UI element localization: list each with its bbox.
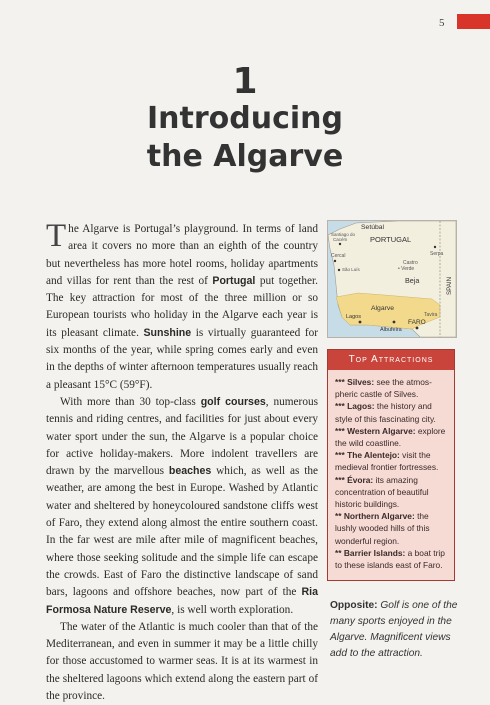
attraction-stars: *** [335,401,345,412]
map-dot-lagos [359,321,362,324]
p2-text-c: , numerous tennis and riding centres, and facilities for just about every water sport under the sun, the Algarve is a popular choice for active holiday-makers. More indolent travellers are drawn by the marvellous [46,395,319,478]
attraction-item [335,474,448,511]
attraction-desc: see the atmospheric castle of Silves. [335,377,432,400]
map-label-cercal: Cercal [331,253,346,259]
region-map [327,220,457,338]
map-dot-cacem [339,243,341,245]
attraction-name: Western Algarve: [347,425,416,436]
attraction-name: Northern Algarve: [343,511,415,522]
photo-caption [330,598,458,662]
attraction-name: Silves: [347,377,375,387]
attraction-item [335,425,448,449]
attraction-stars: *** [335,474,345,485]
p1-bold-portugal: Portugal [212,274,256,287]
attraction-desc: visit the medieval frontier fortresses. [335,450,439,473]
p1-text-c: put together. The key attraction for most of the three million or so European tourists who holiday in the Algarve each year is its pleasant climate. [46,274,318,339]
map-label-beja: Beja [405,276,420,285]
map-label-castro: Castro [403,260,418,266]
body-text [46,218,319,705]
p2-text-e: , is well worth exploration. [171,603,294,616]
attraction-desc: the history and style of this fascinating city. [335,401,436,424]
attraction-item [335,400,448,424]
attraction-stars: *** [335,377,345,387]
attraction-stars: *** [335,425,345,436]
paragraph-3: The water of the Atlantic is much cooler than that of the Mediterranean, and even in summer it may be a little chilly for those accustomed to warmer seas. It is at its warmest in the sheltered lagoons which extend along the eastern part of the province. [46,620,318,703]
p2-text-d: which, as well as the weather, are among the best in Europe. Washed by Atlantic water and sheltered by honeycoloured sandstone cliffs west of Faro, they extend along almost the entire southern coast. In the far west are mile after mile of magnificent beaches, where those seeking solitude and the simple life can escape the crowds. East of Faro the distinctive landscape of sand bars, lagoons and offshore beaches, now part of the [46,465,318,599]
map-label-lagos: Lagos [346,314,361,320]
page-number: 5 [439,17,445,29]
map-label-setubal: Setúbal [361,224,385,231]
attraction-item [335,449,448,473]
map-label-santiago: Santiago do [331,232,356,237]
chapter-title-line1: Introducing [147,101,343,136]
map-label-verde: • Verde [398,266,415,272]
p2-bold-beaches: beaches [168,465,212,478]
map-dot-saoluis [338,269,340,271]
map-label-portugal: PORTUGAL [370,235,412,244]
map-label-faro: FARO [408,319,426,326]
paragraph-1 [46,218,318,394]
top-attractions-heading [328,350,454,370]
attraction-stars: ** [335,547,342,558]
attraction-item [335,376,448,400]
caption-label: Opposite: [330,600,378,611]
chapter-number: 1 [232,61,258,102]
map-dot-cercal [334,260,336,262]
attraction-desc: a boat trip to these islands east of Faro. [335,547,445,571]
map-label-tavira: Tavira [424,312,438,318]
map-dot-serpa [434,246,436,248]
p1-text-d: is virtually guaranteed for six months of the year, while spring comes early and even in the depths of winter afternoon temperatures usually reach a pleasant 15°C (59°F). [46,326,318,391]
p1-bold-sunshine: Sunshine [143,326,192,339]
map-label-saoluis: São Luís [342,267,360,272]
top-attractions-heading-text: Top Attractions [348,354,434,365]
chapter-title-line2: the Algarve [146,139,344,174]
attraction-name: Évora: [347,474,374,485]
drop-cap: T [46,218,67,254]
attraction-stars: ** [335,511,342,522]
caption-text: Golf is one of the many sports enjoyed in the Algarve. Magnificent views add to the attraction. [330,600,458,659]
attraction-name: Lagos: [347,401,375,412]
attraction-desc: explore the wild coastline. [335,425,446,449]
chapter-title [0,100,490,176]
p2-text-a: With more than 30 top-class [60,395,201,408]
map-label-algarve: Algarve [371,305,395,312]
map-label-cacem: Cacém [333,237,348,242]
map-label-albufeira: Albufeira [380,327,402,333]
map-label-spain: SPAIN [446,276,453,295]
chapter-tab-marker [457,14,490,29]
p2-bold-golf: golf courses [200,395,266,408]
attraction-stars: *** [335,450,345,461]
attraction-desc: the lushly wooded hills of this wonderful region. [335,511,430,546]
top-attractions-box [327,349,455,581]
attraction-name: Barrier Islands: [343,547,406,558]
map-label-serpa: Serpa [430,251,444,257]
region-map-svg [328,221,456,337]
attraction-name: The Alentejo: [347,450,400,461]
map-dot-albufeira [393,321,396,324]
map-dot-faro [416,327,419,330]
attraction-desc: its amazing concentration of beautiful historic buildings. [335,474,429,510]
p2-bold-ria-formosa: Ria Formosa Nature Reserve [46,586,318,616]
attraction-item [335,510,448,547]
attraction-item [335,547,448,571]
p1-text-a: he Algarve is Portugal’s playground. In terms of land area it covers no more than an eighth of the country but nevertheless has more hotel rooms, holiday apartments and villas for rent than the rest of [46,223,318,287]
top-attractions-list [328,370,454,571]
paragraph-2 [46,394,318,619]
